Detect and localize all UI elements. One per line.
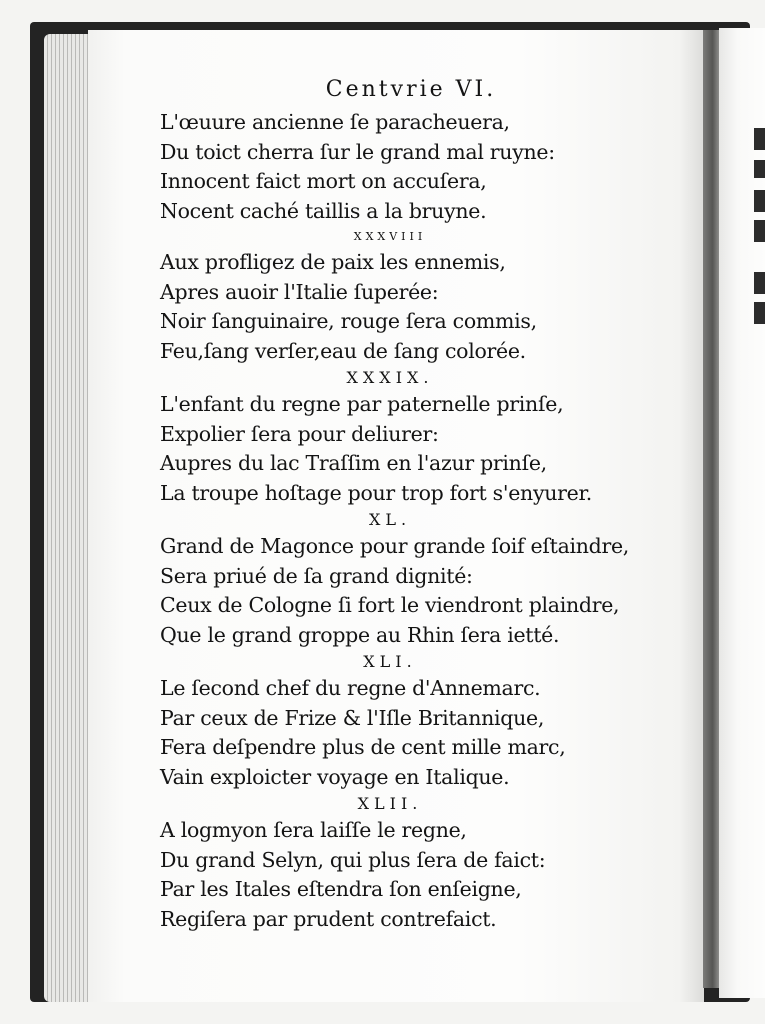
verse-line: L'œuure ancienne ſe paracheuera, (160, 110, 510, 134)
verse-line: Nocent caché taillis a la bruyne. (160, 198, 487, 223)
verse-line: Par les Itales eſtendra ſon enſeigne, (160, 877, 522, 901)
verse-line: Du toict cherra ſur le grand mal ruyne: (160, 139, 555, 164)
right-page-glyph (754, 220, 765, 242)
verse-line: Expolier ſera pour deliurer: (160, 421, 439, 446)
right-page-glyph (754, 128, 765, 150)
running-head: Centvrie VI. (325, 77, 497, 102)
verse-line: Innocent faict mort on accuſera, (160, 169, 487, 193)
page-text (160, 72, 700, 934)
verse-line: Vain exploicter voyage en Italique. (160, 764, 510, 789)
quatrain-block (160, 108, 700, 226)
quatrain-block (160, 226, 700, 366)
verse-line: Que le grand groppe au Rhin ſera ietté. (160, 622, 560, 647)
quatrain-number: XLI. (363, 652, 417, 671)
verse-line: Sera priué de ſa grand dignité: (160, 563, 473, 588)
verse-line: La troupe hoſtage pour trop fort s'enyurer. (160, 480, 592, 505)
quatrain-block (160, 792, 700, 934)
verse-line: Fera deſpendre plus de cent mille marc, (160, 735, 566, 759)
quatrain-block (160, 508, 700, 650)
verse-line: Regiſera par prudent contrefaict. (160, 906, 497, 931)
quatrain-number: XLII. (357, 794, 423, 813)
verse-line: Apres auoir l'Italie ſuperée: (160, 279, 439, 304)
right-page-glyph (754, 160, 765, 178)
verse-line: A logmyon ſera laiſſe le regne, (160, 818, 467, 842)
verse-line: Du grand Selyn, qui plus ſera de faict: (160, 847, 546, 872)
verse-line: Ceux de Cologne ſi fort le viendront plaindre, (160, 593, 620, 617)
right-page-glyph (754, 272, 765, 294)
verse-line: Grand de Magonce pour grande ſoif eſtaindre, (160, 534, 630, 558)
quatrain-block (160, 366, 700, 508)
verse-line: L'enfant du regne par paternelle prinſe, (160, 392, 564, 416)
right-page-glyph (754, 302, 765, 324)
verse-line: Noir ſanguinaire, rouge ſera commis, (160, 309, 537, 333)
book-gutter (703, 30, 719, 988)
quatrain-number: XXXVIII (353, 230, 427, 243)
quatrain-number: XXXIX. (346, 368, 434, 387)
right-page-glyph (754, 190, 765, 212)
verse-line: Aux profligez de paix les ennemis, (160, 250, 506, 274)
verse-line: Par ceux de Frize & l'Iſle Britannique, (160, 705, 545, 730)
verse-line: Le ſecond chef du regne d'Annemarc. (160, 676, 541, 700)
verse-line: Feu,ſang verſer,eau de ſang colorée. (160, 338, 526, 363)
verse-line: Aupres du lac Traſſim en l'azur prinſe, (160, 451, 547, 475)
quatrain-block (160, 650, 700, 792)
quatrain-number: XL. (368, 510, 412, 529)
